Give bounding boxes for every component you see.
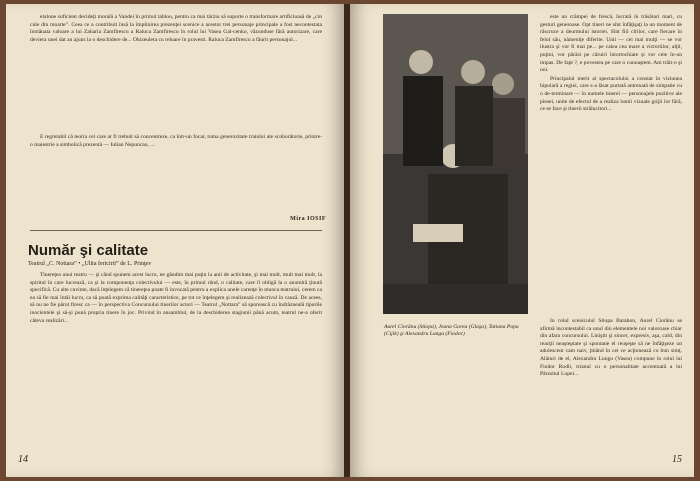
stage-photo: [383, 14, 528, 314]
mid-paragraph: E regretabil că teoria cel care ar fi trebuit să concentreze, ca într-un focar, toma generozitate traiului ale scoborâtorie, printre-o maiestrie a simbolică prezentă — Iulian Nepuncau, ...: [30, 134, 322, 148]
top-paragraph: este un crâmpei de frescă, încrată în trăsături mari, cu gesturi generoase. Opt tineri ne sînt înfăţişaţi la un moment de răscruce a deurmului istoriei. Sînt fiii clrilor, care fiecare în felul său, nămeniţe diferite. Unii — cei mai mulţi — se vor ilustra şi vor fi mai pe... pe calea cea mare a victoriilor, alţii, puţini, vor părăsi pe căruiri întortochiate şi vor cele în-un impas. De fapt ?, e povestea pe care o cunoaştem. Am trăit-o şi noi.: [540, 14, 682, 74]
section-rule: [30, 230, 322, 231]
right-body-text: [540, 318, 682, 458]
mid-text: [30, 134, 322, 214]
mid-paragraph-right: Principalul merit al spectacolului a constat în viziunea bipolară a regiei, care s-a lăsat purtată antrenată de simpatie cu o de-terminare — în numele tinerei — personajele pozitive ale piesei, unite de efectul de a realiza lumii vizuale grijii lor fără, ce se face şi tinerii strălucitori...: [540, 75, 682, 113]
article-headline: Număr şi calitate: [28, 242, 149, 259]
body-text: [30, 272, 322, 452]
intro-text: [30, 14, 322, 130]
photo-caption: Aurel Ciorănu (Stiopa), Jeana Gorea (Glaşa), Tatiana Popa (Cijik) şi Alexandru Lungu (Fiodor): [384, 324, 519, 338]
right-body-paragraph: In rolul sceniculul Stiopa Barabon, Aurel Ciorănu se afirmă incontestabil ca unul din elementele noi valoroase chiar din afara concursului. Liniştit şi sincer, expresiv, aşa, cald, din reacţii neaşteptate şi spontane el reuşeşte să ne înfăţişeze un adolescent cam naiv, ţinând în cei ce acţionează cu bun simţ. Alături de el, Alexandru Lungu (Vasea) compune în rolul lui Fiodor Rodli, trianul cu o personalitate accentuată a lui Pârzsitul Lupei...: [540, 318, 682, 378]
right-top-text: [540, 14, 682, 314]
page-number-right: 15: [672, 454, 682, 465]
author-signature: Mira IOSIF: [290, 216, 326, 222]
body-paragraph: Tinereţea unui teatru — şi când spunem acest lucru, ne gândim mai puţin la anii de activitate, şi mai mult, mult mai mult, la spiritul în care lucrează, ca şi la componenţa colectivului — este, în primul rând, o calitate, care îl obligă la o anumită ţinută specifică. Cu alte cuvinte, dacă înţelegem că tinereţea poate fi invocată pentru a explica unele carenţe în munca teatrului, cerem ca ea să fie mai întâi lucru, ca să poată exprima calităţi caracteristice, pe tot ce înţelegem şi realizează colectivul în cauză. De acees, să nu ne fie părut firesc ca — în perspectiva Concursului tinerilor actori — Teatrul „Nottara” să sporească cu îndrăzneală tipurile inocientele şi să-şi pună propria tinere în joc. Privind în ansamblul, de la deschiderea stagiunii până acum, teatrul ne-a oferit câteva realizări...: [30, 272, 322, 324]
article-subhead: Teatrul „C. Nottara” • „Ulita fericirii” de L. Prinţev: [28, 261, 152, 267]
stage-photo-image: [383, 14, 528, 314]
right-page: [350, 4, 694, 477]
left-page: [6, 4, 344, 477]
page-number-left: 14: [18, 454, 28, 465]
intro-paragraph: etalone suficient decideţi morală a Vandei în primul tablou, pentru ca mai târziu să suporte o transformare artificioasă de „cin cule din moarte”. Ceea ce a contribuit însă la împlinirea prezenţei scenice a acestor trei personaje principale a fost necontestata înmânata valoare a lui Zaharia Zamfirescu a Raluca Zamfirescu în rolul lui Vasea Gal-cenko, văzunduse fără autorizare, care deviera unei dat au ajuns la o deschidere de... Ohizeuleta cu reluare în pravesti. Raluca Zamfirescu a făurit personajul...: [30, 14, 322, 43]
